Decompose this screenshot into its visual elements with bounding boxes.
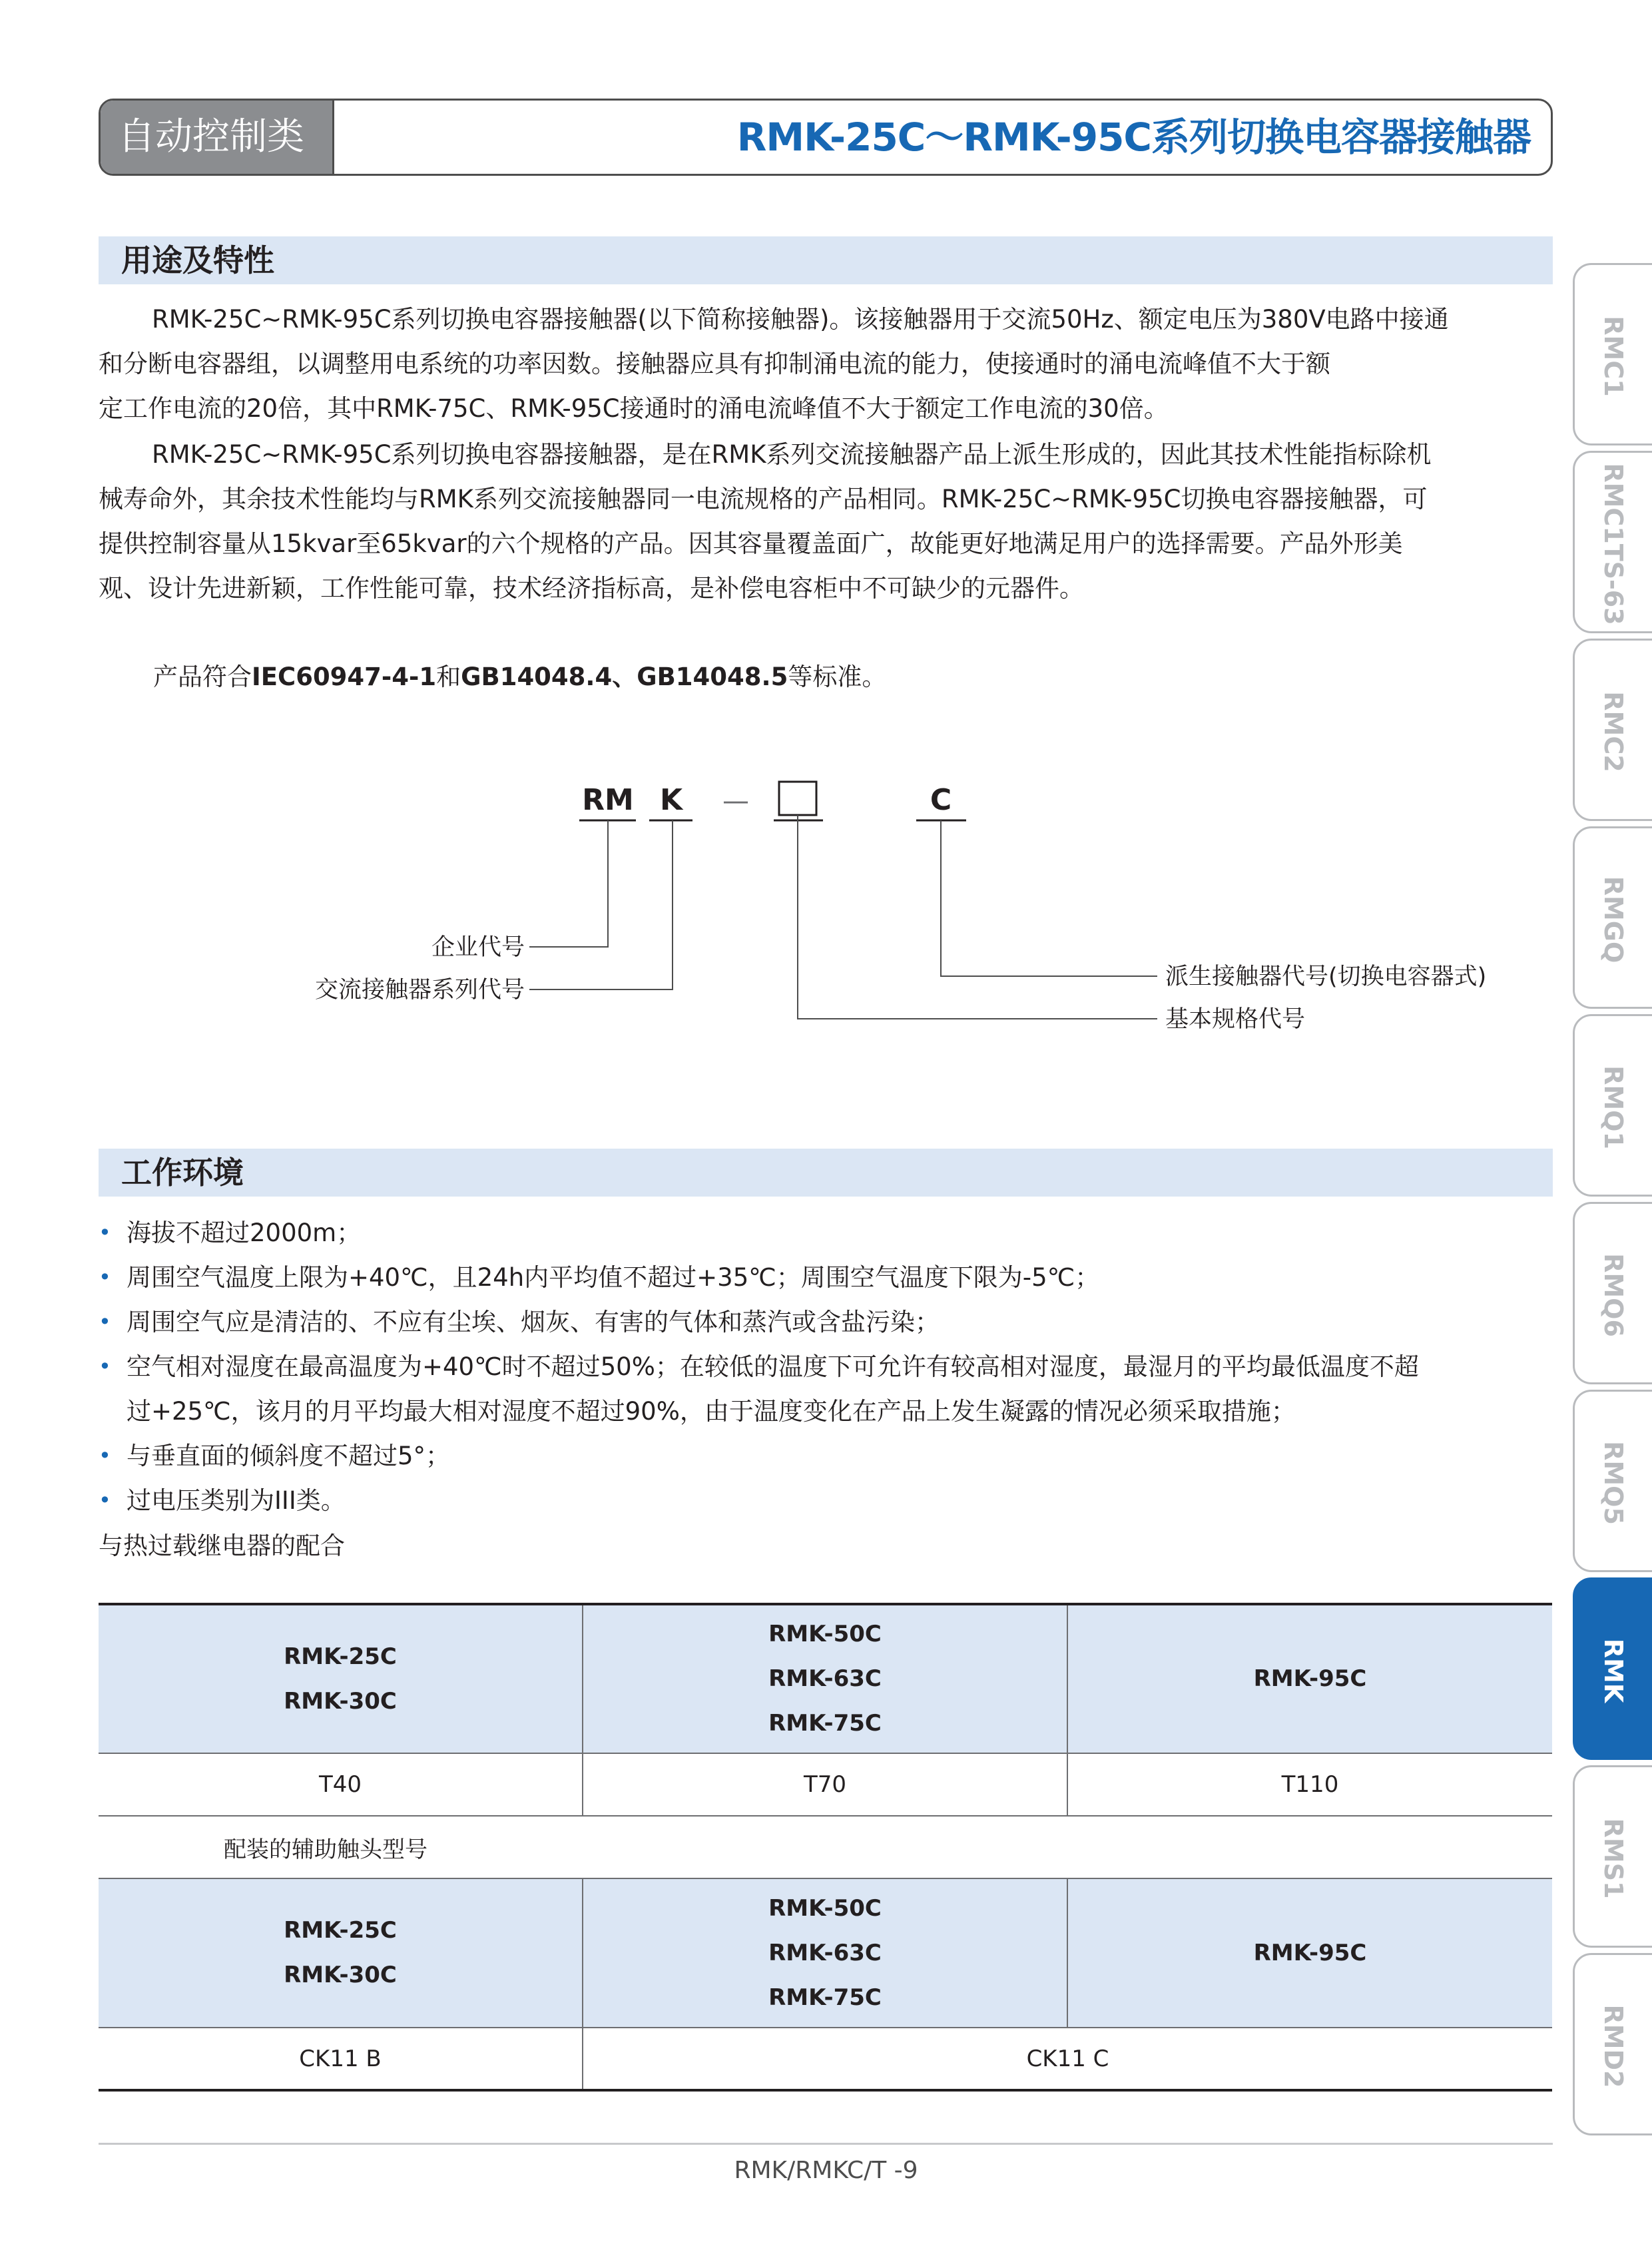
list-item [99, 1211, 1553, 1255]
table-cell: CK11 B [99, 2028, 583, 2090]
section-header-usage [99, 236, 1553, 284]
standard-gb: GB14048.4、GB14048.5 [461, 663, 788, 691]
list-item [99, 1300, 1553, 1344]
side-tab-rmc1[interactable] [1573, 263, 1652, 445]
table-cell: CK11 C [583, 2028, 1552, 2090]
company-leader-line [529, 820, 608, 947]
section-title: 工作环境 [121, 1155, 244, 1191]
side-tab-rmgq[interactable] [1573, 826, 1652, 1009]
list-item [99, 1434, 1553, 1478]
list-item-text: 过电压类别为III类。 [127, 1486, 346, 1515]
table-cell: T70 [583, 1753, 1067, 1816]
text-line: RMK-25C~RMK-95C系列切换电容器接触器，是在RMK系列交流接触器产品上派生形成的，因此其技术性能指标除机 [152, 440, 1432, 469]
model-name: RMK-63C [768, 1939, 882, 1966]
text-line: 械寿命外，其余技术性能均与RMK系列交流接触器同一电流规格的产品相同。RMK-25C~RMK-95C切换电容器接触器，可 [99, 485, 1428, 513]
table-cell [99, 1604, 583, 1753]
label-spec-code: 基本规格代号 [1165, 1006, 1306, 1033]
bullet-icon: • [99, 1220, 111, 1245]
model-name: RMK-50C [768, 1621, 882, 1647]
list-item-text: 海拔不超过2000m； [127, 1219, 362, 1247]
bullet-icon: • [99, 1264, 111, 1290]
side-tab-label: RMQ5 [1599, 1441, 1628, 1525]
side-tab-label: RMK [1599, 1638, 1628, 1703]
relay-caption: 与热过载继电器的配合 [99, 1532, 345, 1560]
standards-prefix: 产品符合 [153, 663, 252, 691]
model-name: RMK-25C [284, 1917, 397, 1944]
label-derived-code: 派生接触器代号(切换电容器式) [1165, 964, 1487, 990]
side-tab-label: RMC1TS-63 [1599, 463, 1628, 625]
table-cell [583, 1878, 1067, 2028]
side-tab-label: RMD2 [1599, 2004, 1628, 2088]
standards-suffix: 等标准。 [788, 663, 887, 691]
side-tab-label: RMGQ [1599, 876, 1628, 964]
page-title: RMK-25C～RMK-95C系列切换电容器接触器 [736, 115, 1531, 160]
table-cell [583, 1604, 1067, 1753]
side-tab-rmc1ts-63[interactable] [1573, 451, 1652, 633]
side-tab-label: RMC1 [1599, 316, 1628, 397]
spec-box [779, 782, 816, 815]
table-cell: T110 [1067, 1753, 1552, 1816]
model-name: RMK-30C [284, 1687, 397, 1715]
bullet-icon: • [99, 1354, 111, 1379]
text-line: 定工作电流的20倍，其中RMK-75C、RMK-95C接通时的涌电流峰值不大于额定工作电流的30倍。 [99, 394, 1169, 423]
table-row [99, 2028, 1552, 2090]
section-header-environment [99, 1149, 1553, 1197]
side-tab-rmd2[interactable] [1573, 1953, 1652, 2135]
model-name: RMK-75C [768, 1984, 882, 2011]
bullet-icon: • [99, 1309, 111, 1334]
code-part-rm: RM [582, 783, 634, 817]
table-row [99, 1753, 1552, 1816]
text-line: RMK-25C~RMK-95C系列切换电容器接触器(以下简称接触器)。该接触器用于交流50Hz、额定电压为380V电路中接通 [152, 305, 1449, 334]
model-name: RMK-95C [1253, 1665, 1367, 1692]
table-cell [1067, 1604, 1552, 1753]
list-item-text: 与垂直面的倾斜度不超过5°； [127, 1442, 451, 1470]
list-item-text: 空气相对湿度在最高温度为+40℃时不超过50%；在较低的温度下可允许有较高相对湿度，最湿月的平均最低温度不超 [127, 1352, 1419, 1381]
table-cell [99, 1878, 583, 2028]
table-row [99, 1816, 1552, 1878]
table-cell [1067, 1878, 1552, 2028]
bullet-icon: • [99, 1488, 111, 1513]
text-line: 和分断电容器组，以调整用电系统的功率因数。接触器应具有抑制涌电流的能力，使接通时的涌电流峰值不大于额 [99, 350, 1330, 378]
paragraph-usage-1 [99, 297, 1553, 431]
header-box [99, 99, 1553, 176]
model-name: RMK-30C [284, 1962, 397, 1988]
side-tab-label: RMQ6 [1599, 1253, 1628, 1337]
side-tab-rmq6[interactable] [1573, 1202, 1652, 1384]
environment-list [99, 1211, 1553, 1523]
list-item [99, 1255, 1553, 1300]
side-tab-rmq1[interactable] [1573, 1014, 1652, 1197]
text-line: 提供控制容量从15kvar至65kvar的六个规格的产品。因其容量覆盖面广，故能更好地满足用户的选择需要。产品外形美 [99, 529, 1403, 558]
model-name: RMK-63C [768, 1665, 882, 1692]
paragraph-usage-2 [99, 432, 1553, 611]
text-line: 观、设计先进新颖，工作性能可靠，技术经济指标高，是补偿电容柜中不可缺少的元器件。 [99, 574, 1084, 603]
label-company-code: 企业代号 [431, 934, 525, 961]
aux-caption: 配装的辅助触头型号 [99, 1816, 1552, 1878]
side-tab-label: RMC2 [1599, 691, 1628, 772]
standards-and: 和 [436, 663, 461, 691]
table-row [99, 1878, 1552, 2028]
category-label: 自动控制类 [101, 101, 334, 174]
derived-leader-line [941, 820, 1157, 976]
page-number: RMK/RMKC/T -9 [734, 2157, 918, 2184]
list-item-text: 周围空气应是清洁的、不应有尘埃、烟灰、有害的气体和蒸汽或含盐污染； [127, 1308, 940, 1336]
code-part-k: K [659, 783, 683, 817]
footer-divider [99, 2143, 1553, 2145]
model-code-diagram [0, 766, 1652, 1045]
model-name: RMK-75C [768, 1710, 882, 1737]
model-name: RMK-50C [768, 1894, 882, 1922]
list-item [99, 1344, 1553, 1434]
spec-leader-line [798, 815, 1157, 1019]
side-tab-label: RMQ1 [1599, 1065, 1628, 1149]
bullet-icon: • [99, 1443, 111, 1468]
side-tab-rmc2[interactable] [1573, 639, 1652, 821]
side-tab-rms1[interactable] [1573, 1765, 1652, 1948]
table-cell: T40 [99, 1753, 583, 1816]
list-item [99, 1478, 1553, 1523]
side-tab-rmk[interactable] [1573, 1577, 1652, 1760]
code-dash: — [722, 786, 749, 816]
side-tab-rmq5[interactable] [1573, 1390, 1652, 1572]
list-item-text: 过+25℃，该月的月平均最大相对湿度不超过90%，由于温度变化在产品上发生凝露的情况必须采取措施； [127, 1397, 1296, 1426]
standards-line [153, 655, 886, 699]
label-series-code: 交流接触器系列代号 [314, 977, 525, 1003]
model-name: RMK-95C [1253, 1939, 1367, 1966]
model-name: RMK-25C [284, 1643, 397, 1670]
relay-table [99, 1603, 1552, 2092]
code-part-c: C [930, 783, 952, 817]
standard-iec: IEC60947-4-1 [252, 663, 437, 691]
section-title: 用途及特性 [121, 242, 274, 278]
side-tab-label: RMS1 [1599, 1818, 1628, 1899]
table-row [99, 1604, 1552, 1753]
series-leader-line [529, 820, 673, 989]
list-item-text: 周围空气温度上限为+40℃，且24h内平均值不超过+35℃；周围空气温度下限为-5℃； [127, 1263, 1100, 1292]
